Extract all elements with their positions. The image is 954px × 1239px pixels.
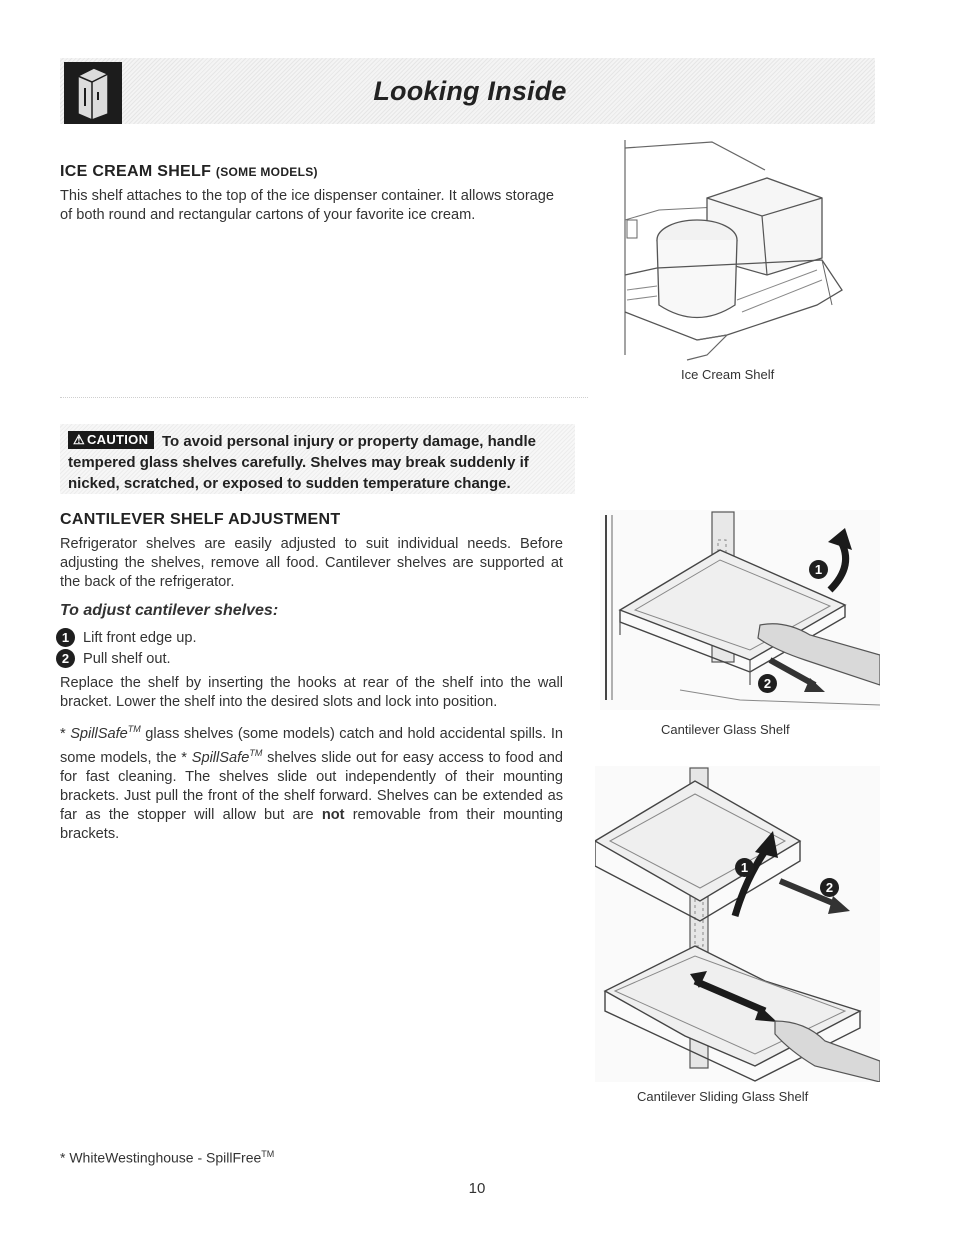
ice-cream-heading-text: ICE CREAM SHELF [60, 163, 212, 180]
ice-cream-body: This shelf attaches to the top of the ice dispenser container. It allows storage of both round and rectangular cartons of your favorite ice cream. [60, 188, 555, 223]
ice-cream-heading-sub: (SOME MODELS) [215, 165, 318, 179]
trademark: TM [261, 1149, 275, 1159]
replace-paragraph: Replace the shelf by inserting the hooks at rear of the shelf into the wall bracket. Lower the shelf into the desired slots and lock into position. [60, 675, 563, 710]
callout-2: 2 [758, 674, 777, 693]
page-number: 10 [468, 1180, 486, 1197]
trademark: TM [127, 724, 141, 734]
caution-badge-label: CAUTION [86, 432, 149, 447]
spillsafe-paragraph [60, 720, 563, 844]
cantilever-sliding-caption: Cantilever Sliding Glass Shelf [637, 1089, 809, 1104]
step-2 [56, 649, 171, 668]
brand-name: SpillSafe [70, 725, 128, 742]
step-text: Lift front edge up. [83, 629, 197, 646]
footnote [60, 1145, 274, 1168]
spillsafe-text-3: removable from their mounting brackets. [60, 806, 564, 842]
cantilever-glass-shelf-illustration [600, 510, 880, 715]
step-text: Pull shelf out. [83, 650, 171, 667]
asterisk: * [60, 725, 71, 742]
section-divider [60, 397, 588, 398]
asterisk: * [181, 749, 192, 766]
spillsafe-text-2: shelves slide out for easy access to food and for fast cleaning. The shelves slide out independently of their mounting brackets. Just pull the front of the shelf forward. Shelves can be extended as far as the stopper will allow but are [60, 749, 563, 823]
cantilever-glass-caption: Cantilever Glass Shelf [661, 722, 790, 737]
callout-1: 1 [735, 858, 754, 877]
caution-text: To avoid personal injury or property damage, handle tempered glass shelves carefully. Shelves may break suddenly if nicked, scratched, or exposed to sudden temperature change. [68, 433, 536, 492]
cantilever-heading: CANTILEVER SHELF ADJUSTMENT [60, 511, 341, 528]
footnote-text: * WhiteWestinghouse - SpillFree [60, 1149, 262, 1166]
callout-2: 2 [820, 878, 839, 897]
step-number: 1 [56, 628, 75, 647]
step-1 [56, 628, 197, 647]
warning-icon: ⚠ [73, 432, 85, 447]
ice-cream-heading [60, 163, 318, 181]
step-number: 2 [56, 649, 75, 668]
cantilever-sliding-shelf-illustration [595, 766, 880, 1082]
callout-1: 1 [809, 560, 828, 579]
ice-cream-shelf-illustration [617, 140, 847, 362]
spillsafe-text-1: glass shelves (some models) catch and hold accidental spills. In some models, the [60, 725, 564, 766]
ice-cream-caption: Ice Cream Shelf [681, 367, 775, 382]
page-title: Looking Inside [373, 76, 567, 106]
brand-name: SpillSafe [191, 749, 250, 766]
caution-badge [68, 431, 154, 449]
cantilever-intro: Refrigerator shelves are easily adjusted to suit individual needs. Before adjusting the shelves, remove all food. Cantilever shelves are supported at the back of the refrigerator. [60, 536, 563, 590]
adjust-heading: To adjust cantilever shelves: [60, 602, 279, 619]
trademark: TM [249, 747, 263, 758]
emphasis-not: not [321, 806, 345, 823]
